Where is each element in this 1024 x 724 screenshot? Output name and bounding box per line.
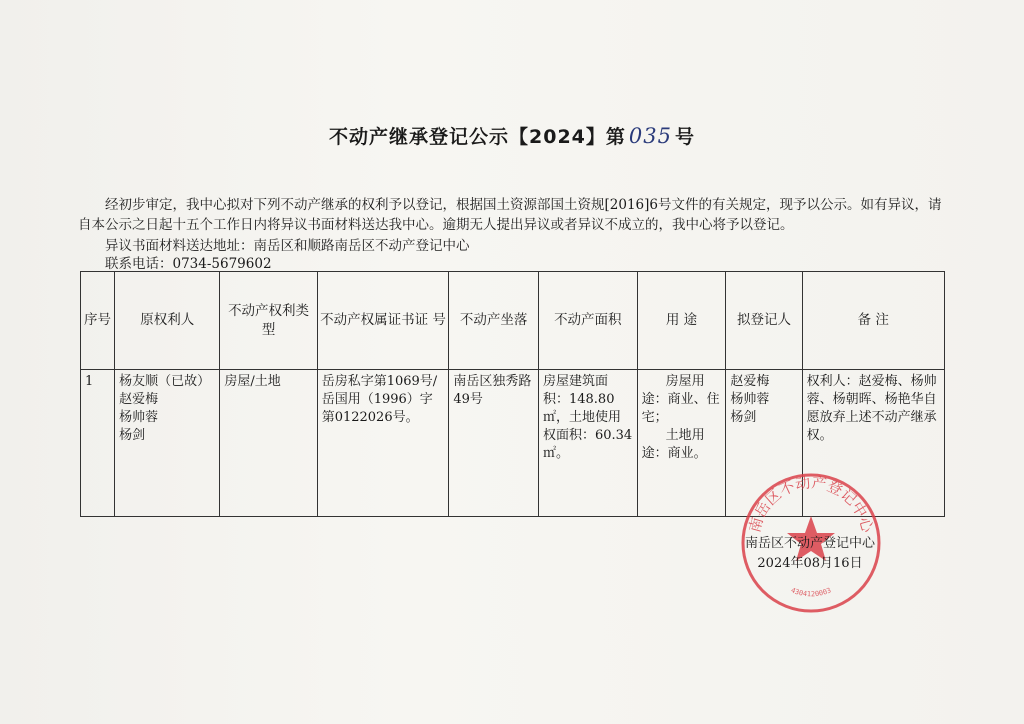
cell-location: 南岳区独秀路49号: [449, 370, 539, 517]
seal-code: 4304120003: [789, 586, 833, 599]
contact-phone: 联系电话：0734-5679602: [105, 256, 272, 272]
title-prefix: 不动产继承登记公示【2024】第: [329, 126, 626, 148]
seal-text: 南岳区不动产登记中心: [745, 473, 877, 535]
intro-paragraph: 经初步审定，我中心拟对下列不动产继承的权利予以登记，根据国土资源部国土资规[2016]6号文件的有关规定，现予以公示。如有异议，请自本公示之日起十五个工作日内将异议书面材料送达我中心。逾期无人提出异议或者异议不成立的，我中心将予以登记。: [78, 197, 942, 233]
header-right-type: 不动产权利类 型: [220, 272, 317, 370]
title-suffix: 号: [674, 126, 695, 148]
header-index: 序号: [81, 272, 115, 370]
cell-right-type: 房屋/土地: [220, 370, 317, 517]
cell-original-owner: 杨友顺（已故） 赵爱梅 杨帅蓉 杨剑: [115, 370, 220, 517]
signature-block: [725, 534, 895, 574]
header-proposed-registrant: 拟登记人: [726, 272, 802, 370]
signature-date: 2024年08月16日: [757, 556, 863, 571]
header-area: 不动产面积: [538, 272, 637, 370]
cell-usage: 房屋用途：商业、住宅； 土地用途：商业。: [637, 370, 726, 517]
header-usage: 用 途: [637, 272, 726, 370]
document-title: [0, 122, 1024, 149]
table-header-row: [81, 272, 945, 370]
objection-address: 异议书面材料送达地址：南岳区和顺路南岳区不动产登记中心: [105, 238, 470, 254]
title-number-handwritten: 035: [628, 124, 672, 148]
header-remarks: 备 注: [802, 272, 944, 370]
cell-proposed-registrant: 赵爱梅 杨帅蓉 杨剑: [726, 370, 802, 517]
header-location: 不动产坐落: [449, 272, 539, 370]
cell-index: 1: [81, 370, 115, 517]
header-certificate-number: 不动产权属证书证 号: [317, 272, 449, 370]
cell-area: 房屋建筑面积：148.80㎡，土地使用权面积：60.34㎡。: [538, 370, 637, 517]
cell-certificate-number: 岳房私字第1069号/岳国用（1996）字第0122026号。: [317, 370, 449, 517]
header-original-owner: 原权利人: [115, 272, 220, 370]
signature-org: 南岳区不动产登记中心: [744, 536, 875, 551]
cell-remarks: 权利人：赵爱梅、杨帅蓉、杨朝晖、杨艳华自愿放弃上述不动产继承权。: [802, 370, 944, 517]
